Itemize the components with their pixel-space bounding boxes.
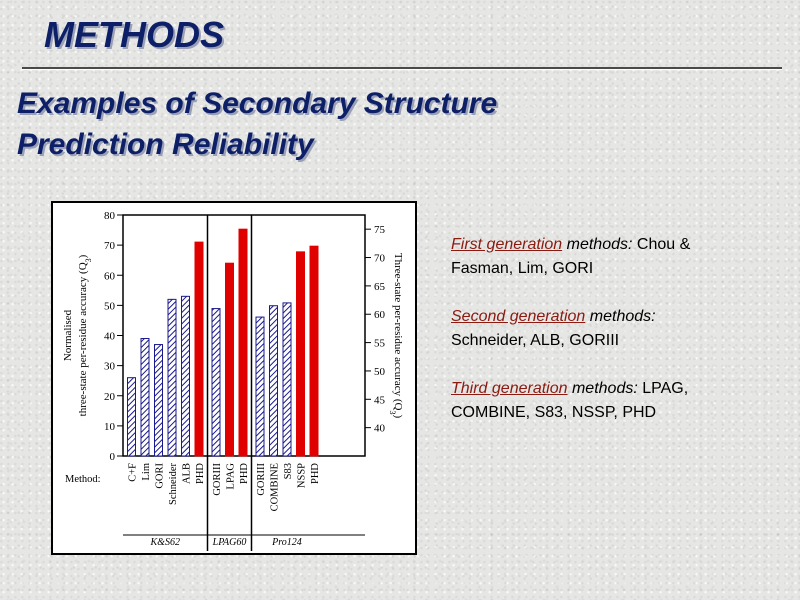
method-label: PHD [310,463,321,485]
bar-pro124-combine [270,306,278,456]
bar-ks62-lim [141,339,149,456]
method-label: LPAG [225,463,237,490]
bar-pro124-s83 [283,303,291,456]
second-generation-methods-line2: Schneider, ALB, GORIII [451,332,620,349]
bar-pro124-goriii [256,317,264,456]
left-axis-tick-label: 0 [109,451,115,463]
accuracy-bar-chart [53,203,415,553]
bar-ks62-alb [182,296,190,456]
left-axis-tick-label: 10 [104,420,115,433]
method-label: NSSP [296,463,308,489]
right-axis-tick-label: 60 [374,309,385,322]
slide-title: METHODS [44,14,224,55]
bar-lpag60-goriii [212,309,220,456]
bar-ks62-cf [128,378,136,456]
right-axis-tick-label: 75 [374,224,385,237]
left-axis-tick-label: 20 [104,390,115,403]
bar-pro124-phd [310,246,318,456]
second-generation-label: Second generation [451,308,586,325]
left-axis-tick-label: 50 [104,300,115,313]
method-label: Schneider [168,463,179,505]
left-axis-tick-label: 80 [104,210,115,222]
left-axis-tick-label: 70 [104,240,115,253]
left-axis-tick-label: 60 [104,270,115,283]
bar-ks62-schneider [168,299,176,456]
third-generation-methods-line1: LPAG, [642,380,689,397]
method-label: ALB [181,463,193,484]
slide-subtitle [17,84,717,165]
method-label: PHD [195,463,206,485]
left-axis-tick-label: 30 [104,360,115,373]
title-divider [22,67,782,70]
right-axis-tick-label: 45 [374,394,385,407]
left-axis-label-subscript: 3 [83,258,93,263]
method-label: GORIII [256,463,267,496]
first-generation-methods-line1: Chou & [636,236,691,253]
method-label: Lim [141,463,152,481]
dataset-label: Pro124 [272,537,302,548]
method-label: GORI [154,463,166,489]
method-label: PHD [239,463,250,485]
method-label: GORIII [212,463,223,496]
bar-lpag60-phd [239,229,247,456]
right-axis-tick-label: 65 [374,280,385,293]
legend-first-generation [451,233,786,281]
left-axis-label-line1: Normalised [62,309,74,362]
right-axis-tick-label: 40 [374,422,385,435]
bar-lpag60-lpag [226,263,234,456]
subtitle-line-2: Prediction Reliability [17,127,314,161]
right-axis-tick-label: 50 [374,365,385,378]
third-generation-methods-line2: COMBINE, S83, NSSP, PHD [451,404,657,421]
legend-second-generation [451,305,786,353]
method-row-label: Method: [65,474,101,485]
third-generation-label: Third generation [451,380,568,397]
method-label: COMBINE [269,463,281,512]
subtitle-line-1: Examples of Secondary Structure [17,87,498,120]
bar-ks62-gori [155,345,163,456]
chart-figure [51,201,417,555]
second-generation-methods-label: methods: [589,308,656,325]
left-axis-label-line2: three-state per-residue accuracy $(Q_3)$ [77,254,93,417]
first-generation-methods-label: methods: [566,236,633,253]
generation-legend [451,233,786,449]
third-generation-methods-label: methods: [571,380,638,397]
dataset-label: LPAG60 [212,537,247,548]
left-axis-tick-label: 40 [104,330,115,343]
right-axis-tick-label: 70 [374,252,385,265]
right-axis-label-subscript: 3 [388,410,398,415]
legend-third-generation [451,377,786,425]
right-axis-tick-label: 55 [374,337,385,350]
right-axis-label: Three-state per-residue accuracy $(Q_3)$ [388,252,404,419]
first-generation-label: First generation [451,236,563,253]
method-label: C+F [127,463,139,482]
first-generation-methods-line2: Fasman, Lim, GORI [451,260,594,277]
bar-pro124-nssp [297,252,305,456]
dataset-label: K&S62 [150,537,180,548]
bar-ks62-phd [195,242,203,456]
method-label: S83 [283,463,294,480]
